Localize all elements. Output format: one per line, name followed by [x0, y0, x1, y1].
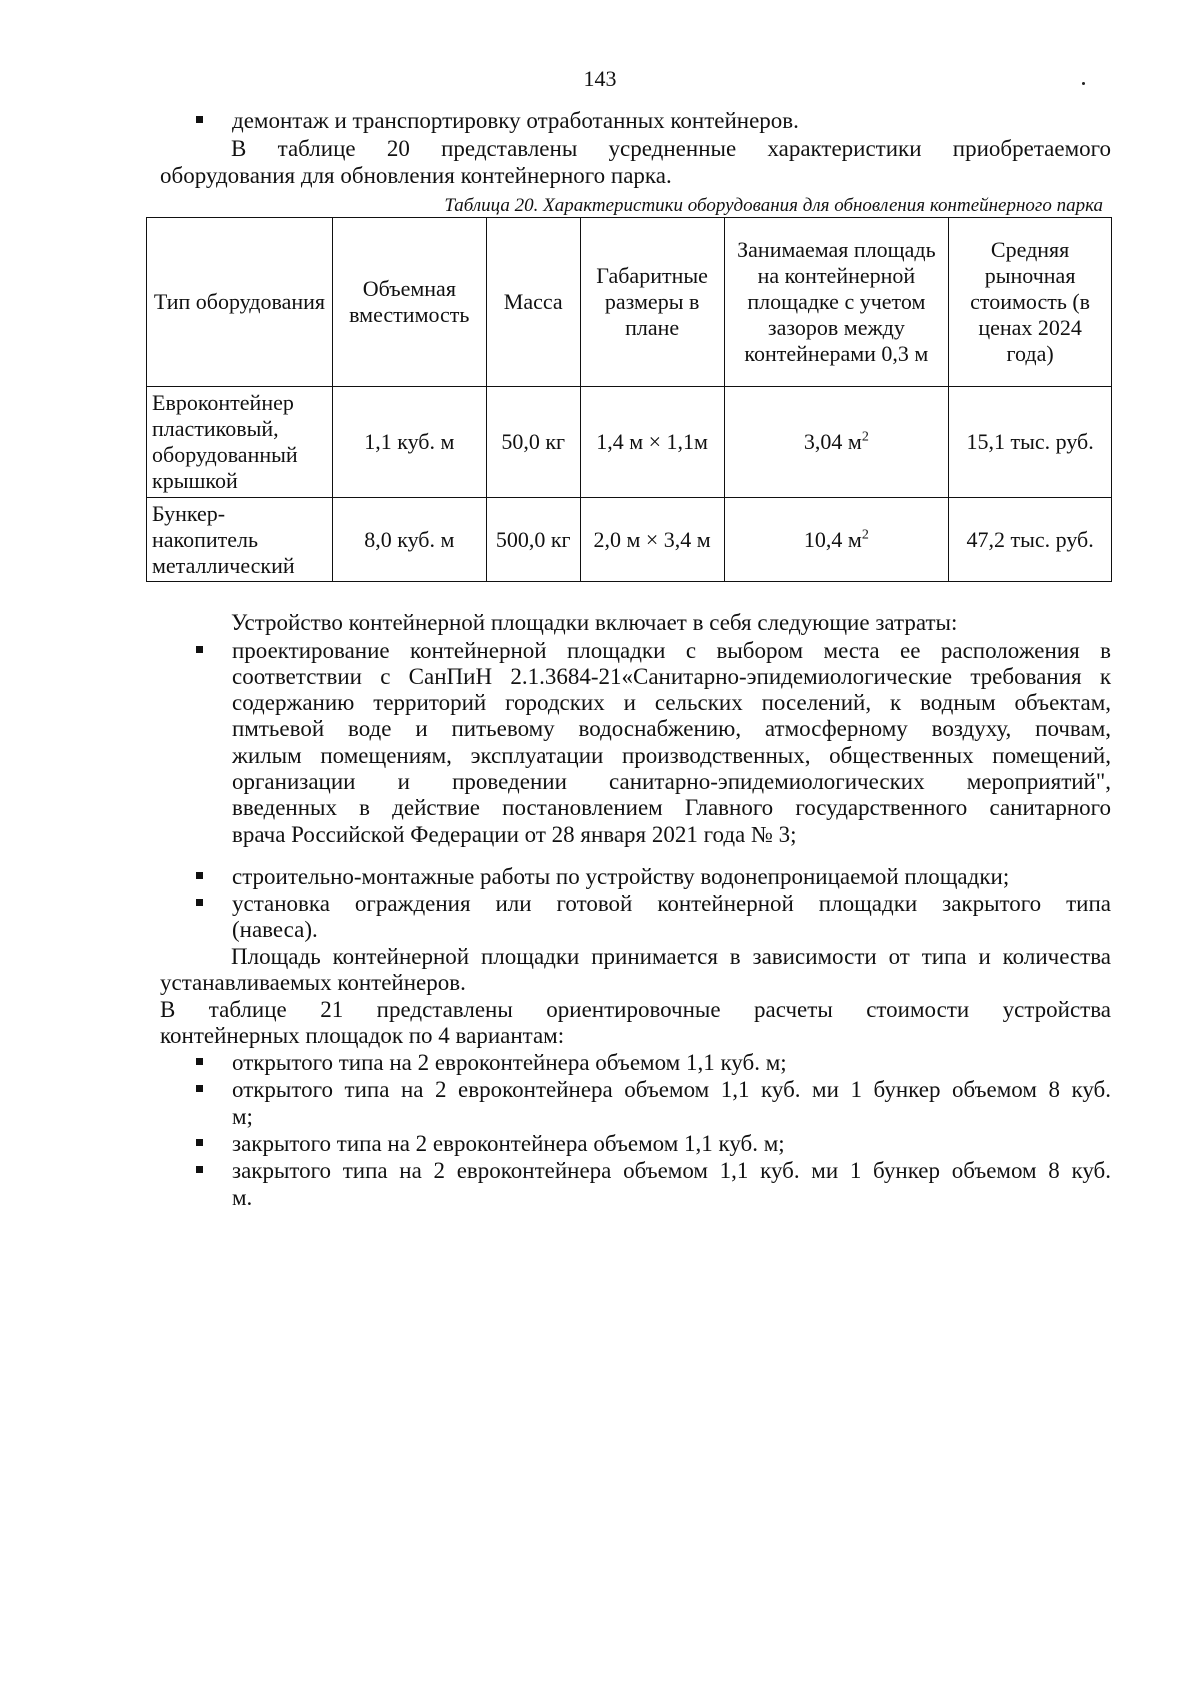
header-area: Занимаемая площадь на контейнерной площадке с учетом зазоров между контейнерами 0,3 м	[724, 218, 949, 387]
page-number: 143	[583, 66, 617, 91]
cell-volume: 8,0 куб. м	[332, 498, 486, 582]
table21-para-line-1: В таблице 21 представлены ориентировочные расчеты стоимости устройства	[160, 997, 1111, 1022]
header-mass: Масса	[486, 218, 580, 387]
cost-item-1-line: жилым помещениям, эксплуатации производственных, общественных помещений,	[232, 743, 1111, 768]
intro-line-1: В таблице 20 представлены усредненные характеристики приобретаемого	[231, 136, 1111, 161]
cost-item-1-line: содержанию территорий городских и сельских поселений, к водным объектам,	[232, 690, 1111, 715]
table-row	[147, 498, 1112, 582]
cost-item-1-line: соответствии с СанПиН 2.1.3684-21«Санитарно-эпидемиологические требования к	[232, 664, 1111, 689]
table-row	[147, 387, 1112, 498]
variant-1: открытого типа на 2 евроконтейнера объемом 1,1 куб. м;	[232, 1050, 787, 1075]
cost-item-2: строительно-монтажные работы по устройству водонепроницаемой площадки;	[232, 864, 1010, 889]
cell-volume: 1,1 куб. м	[332, 387, 486, 498]
equipment-table	[146, 217, 1112, 582]
header-cost: Средняя рыночная стоимость (в ценах 2024 года)	[949, 218, 1112, 387]
variant-4-line-2: м.	[232, 1185, 253, 1210]
top-bullet-text: демонтаж и транспортировку отработанных контейнеров.	[232, 108, 799, 133]
scan-speck	[1082, 82, 1085, 85]
cell-type: Бункер-накопитель металлический	[147, 498, 333, 582]
cell-area: 10,4 $м^2$	[724, 498, 949, 582]
cost-item-3-line-2: (навеса).	[232, 917, 318, 942]
cell-dimensions: 1,4 м × 1,1м	[580, 387, 724, 498]
cost-item-3-line-1: установка ограждения или готовой контейнерной площадки закрытого типа	[232, 891, 1111, 916]
bullet-icon	[196, 1058, 203, 1065]
bullet-icon	[196, 646, 203, 653]
header-dimensions: Габаритные размеры в плане	[580, 218, 724, 387]
cell-type: Евроконтейнер пластиковый, оборудованный крышкой	[147, 387, 333, 498]
header-type: Тип оборудования	[147, 218, 333, 387]
cost-item-1-line: пмтьевой воде и питьевому водоснабжению, атмосферному воздуху, почвам,	[232, 716, 1111, 741]
costs-intro: Устройство контейнерной площадки включает в себя следующие затраты:	[231, 610, 958, 635]
cell-mass: 500,0 кг	[486, 498, 580, 582]
cell-cost: 15,1 тыс. руб.	[949, 387, 1112, 498]
bullet-icon	[196, 872, 203, 879]
bullet-icon	[196, 1166, 203, 1173]
bullet-icon	[196, 1139, 203, 1146]
cost-item-1-line: проектирование контейнерной площадки с выбором места ее расположения в	[232, 638, 1111, 663]
bullet-icon	[196, 116, 203, 123]
table-header-row	[147, 218, 1112, 387]
table21-para-line-2: контейнерных площадок по 4 вариантам:	[160, 1023, 565, 1048]
variant-2-line-2: м;	[232, 1104, 253, 1129]
cell-mass: 50,0 кг	[486, 387, 580, 498]
cell-dimensions: 2,0 м × 3,4 м	[580, 498, 724, 582]
bullet-icon	[196, 899, 203, 906]
cell-area: 3,04 $м^2$	[724, 387, 949, 498]
area-para-line-1: Площадь контейнерной площадки принимается в зависимости от типа и количества	[231, 944, 1111, 969]
intro-line-2: оборудования для обновления контейнерного парка.	[160, 163, 672, 188]
header-volume: Объемная вместимость	[332, 218, 486, 387]
cell-cost: 47,2 тыс. руб.	[949, 498, 1112, 582]
variant-4-line-1: закрытого типа на 2 евроконтейнера объемом 1,1 куб. ми 1 бункер объемом 8 куб.	[232, 1158, 1111, 1183]
table-caption: Таблица 20. Характеристики оборудования для обновления контейнерного парка	[444, 195, 1103, 216]
variant-2-line-1: открытого типа на 2 евроконтейнера объемом 1,1 куб. ми 1 бункер объемом 8 куб.	[232, 1077, 1111, 1102]
bullet-icon	[196, 1085, 203, 1092]
variant-3: закрытого типа на 2 евроконтейнера объемом 1,1 куб. м;	[232, 1131, 785, 1156]
cost-item-1-line: организации и проведении санитарно-эпидемиологических мероприятий",	[232, 769, 1111, 794]
cost-item-1-line: введенных в действие постановлением Главного государственного санитарного	[232, 795, 1111, 820]
cost-item-1-line: врача Российской Федерации от 28 января 2021 года № 3;	[232, 822, 797, 847]
area-para-line-2: устанавливаемых контейнеров.	[160, 970, 466, 995]
